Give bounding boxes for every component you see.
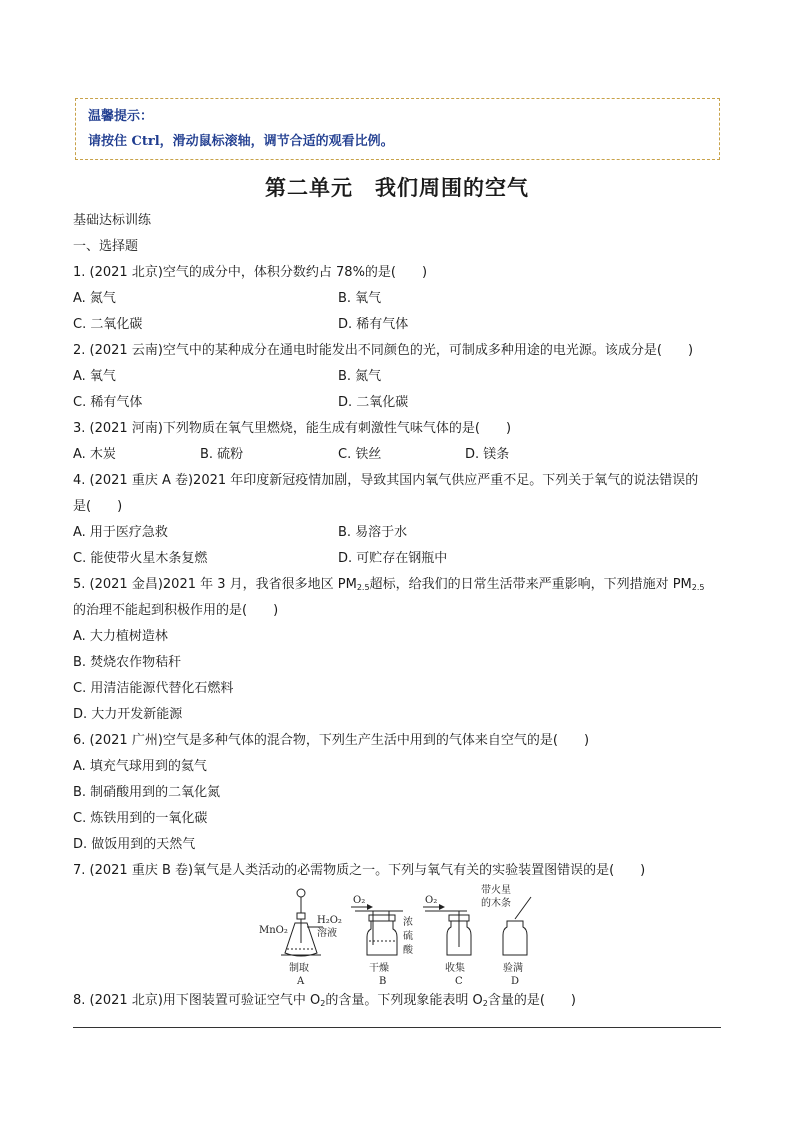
q4-stem-line1: 4. (2021 重庆 A 卷)2021 年印度新冠疫情加剧，导致其国内氧气供应严重不足。下列关于氧气的说法错误的 (73, 473, 699, 488)
label-b: 干燥 (369, 963, 389, 974)
oxygen-apparatus-figure (255, 883, 535, 987)
q3-option-c: C. 铁丝 (338, 447, 382, 462)
q4-option-d: D. 可贮存在钢瓶中 (338, 551, 448, 566)
acid-char-3: 酸 (403, 945, 413, 956)
letter-c: C (455, 976, 463, 987)
q5-option-d: D. 大力开发新能源 (73, 707, 183, 722)
label-c: 收集 (445, 963, 465, 974)
q5-stem-line1: 5. (2021 金昌)2021 年 3 月，我省很多地区 $PM_{2.5}$超标，给我们的日常生活带来严重影响，下列措施对 $PM_{2.5}$ (73, 577, 705, 592)
q6-option-c: C. 炼铁用到的一氧化碳 (73, 811, 208, 826)
apparatus-c-collecting-bottle (425, 911, 471, 955)
tip-title: 温馨提示： (88, 109, 154, 124)
acid-char-1: 浓 (403, 917, 413, 928)
q4-option-a: A. 用于医疗急救 (73, 525, 168, 540)
splint-label-2: 的木条 (481, 898, 511, 909)
q2-stem: 2. (2021 云南)空气中的某种成分在通电时能发出不同颜色的光，可制成多种用途的电光源。该成分是( ) (73, 343, 694, 358)
q6-option-b: B. 制硝酸用到的二氧化氮 (73, 785, 221, 800)
q1-option-d: D. 稀有气体 (338, 317, 409, 332)
letter-b: B (379, 976, 387, 987)
section-heading: 基础达标训练 (73, 213, 152, 228)
q1-stem: 1. (2021 北京)空气的成分中，体积分数约占 78%的是( ) (73, 265, 428, 280)
q8-stem: 8. (2021 北京)用下图装置可验证空气中 $O_2$的含量。下列现象能表明 $O_2$含量的是( ) (73, 993, 576, 1008)
page-title: 第二单元 我们周围的空气 (265, 176, 529, 200)
q6-option-d: D. 做饭用到的天然气 (73, 837, 196, 852)
h2o2-label: H₂O₂ (317, 915, 342, 926)
q5-stem-line2: 的治理不能起到积极作用的是( ) (73, 603, 279, 618)
q3-option-d: D. 镁条 (465, 447, 510, 462)
solution-label: 溶液 (317, 928, 337, 939)
q3-option-b: B. 硫粉 (200, 447, 244, 462)
footer-divider (73, 1027, 721, 1028)
tip-box (75, 98, 720, 160)
letter-d: D (511, 976, 520, 987)
q3-option-a: A. 木炭 (73, 447, 116, 462)
acid-char-2: 硫 (403, 931, 413, 942)
q1-option-b: B. 氧气 (338, 291, 382, 306)
letter-a: A (297, 976, 305, 987)
label-a: 制取 (289, 963, 309, 974)
o2-label-b: O₂ (353, 895, 366, 906)
q7-stem: 7. (2021 重庆 B 卷)氧气是人类活动的必需物质之一。下列与氧气有关的实验装置图错误的是( ) (73, 863, 646, 878)
splint-label-1: 带火星 (481, 885, 511, 896)
q4-option-c: C. 能使带火星木条复燃 (73, 551, 208, 566)
o2-label-c: O₂ (425, 895, 438, 906)
q5-option-a: A. 大力植树造林 (73, 629, 168, 644)
q4-option-b: B. 易溶于水 (338, 525, 408, 540)
part-heading: 一、选择题 (73, 239, 139, 254)
q5-option-b: B. 焚烧农作物秸秆 (73, 655, 182, 670)
q3-stem: 3. (2021 河南)下列物质在氧气里燃烧，能生成有刺激性气味气体的是( ) (73, 421, 512, 436)
q4-stem-line2: 是( ) (73, 499, 123, 514)
mno2-label: MnO₂ (259, 925, 288, 936)
q2-option-b: B. 氮气 (338, 369, 382, 384)
tip-text: 请按住 Ctrl，滑动鼠标滚轴，调节合适的观看比例。 (88, 134, 394, 149)
q2-option-d: D. 二氧化碳 (338, 395, 409, 410)
label-d: 验满 (503, 963, 523, 974)
q5-option-c: C. 用清洁能源代替化石燃料 (73, 681, 234, 696)
q6-option-a: A. 填充气球用到的氦气 (73, 759, 207, 774)
q1-option-c: C. 二氧化碳 (73, 317, 143, 332)
q1-option-a: A. 氮气 (73, 291, 116, 306)
q2-option-c: C. 稀有气体 (73, 395, 143, 410)
apparatus-b-drying-bottle (355, 911, 403, 955)
q6-stem: 6. (2021 广州)空气是多种气体的混合物，下列生产生活中用到的气体来自空气的是( ) (73, 733, 590, 748)
q2-option-a: A. 氧气 (73, 369, 116, 384)
